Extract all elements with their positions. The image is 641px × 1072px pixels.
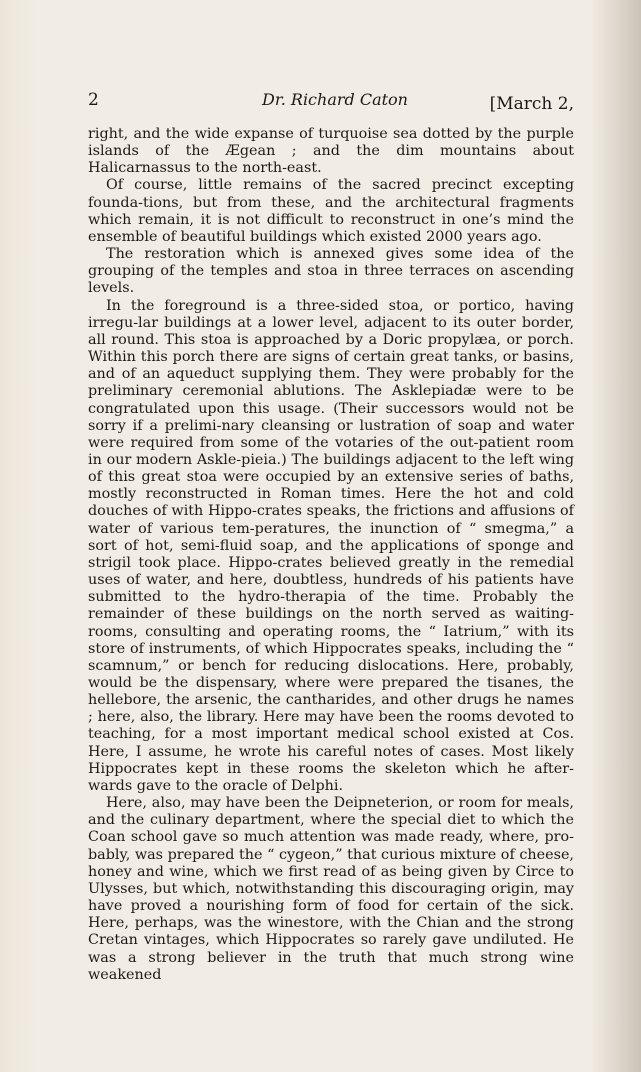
paragraph: Here, also, may have been the Deipneterion, or room for meals, and the culinary department, where the special diet to which the Coan school gave so much attention was made ready, where, pro-bably, was prepared the “ cygeon,” that curious mixture of cheese, honey and wine, which we first read of as being given by Circe to Ulysses, but which, notwithstanding this discouraging origin, may have proved a nourishing form of food for certain of the sick. Here, perhaps, was the winestore, with the Chian and the strong Cretan vintages, which Hippocrates so rarely gave undiluted. He was a strong believer in the truth that much strong wine weakened [88, 795, 574, 983]
running-head: Dr. Richard Caton [262, 90, 408, 109]
running-date: [March 2, [489, 94, 574, 114]
paragraph: In the foreground is a three-sided stoa, or portico, having irregu-lar buildings at a lower level, adjacent to its outer border, all round. This stoa is approached by a Doric propylæa, or porch. Within this porch there are signs of certain great tanks, or basins, and of an aqueduct supplying them. They were probably for the preliminary ceremonial ablutions. The Asklepiadæ were to be congratulated upon this usage. (Their successors would not be sorry if a prelimi-nary cleansing or lustration of soap and water were required from some of the votaries of the out-patient room in our modern Askle-pieia.) The buildings adjacent to the left wing of this great stoa were occupied by an extensive series of baths, mostly reconstructed in Roman times. Here the hot and cold douches of with Hippo-crates speaks, the frictions and affusions of water of various tem-peratures, the inunction of “ smegma,” a sort of hot, semi-fluid soap, and the applications of sponge and strigil took place. Hippo-crates believed greatly in the remedial uses of water, and here, doubtless, hundreds of his patients have submitted to the hydro-therapia of the time. Probably the remainder of these buildings on the north served as waiting-rooms, consulting and operating rooms, the “ Iatrium,” with its store of instruments, of which Hippocrates speaks, including the “ scamnum,” or bench for reducing dislocations. Here, probably, would be the dispensary, where were prepared the tisanes, the hellebore, the arsenic, the cantharides, and other drugs he names ; here, also, the library. Here may have been the rooms devoted to teaching, for a most important medical school existed at Cos. Here, I assume, he wrote his careful notes of cases. Most likely Hippocrates kept in these rooms the skeleton which he after-wards gave to the oracle of Delphi. [88, 297, 574, 794]
paragraph: right, and the wide expanse of turquoise sea dotted by the purple islands of the Ægean ; and the dim mountains about Halicarnassus to the north-east. [88, 126, 574, 177]
page-number: 2 [88, 90, 99, 110]
body-text [88, 126, 574, 984]
page-header [88, 90, 574, 116]
paragraph: Of course, little remains of the sacred precinct excepting founda-tions, but from these, and the architectural fragments which remain, it is not difficult to reconstruct in one’s mind the ensemble of beautiful buildings which existed 2000 years ago. [88, 177, 574, 245]
paragraph: The restoration which is annexed gives some idea of the grouping of the temples and stoa in three terraces on ascending levels. [88, 246, 574, 297]
